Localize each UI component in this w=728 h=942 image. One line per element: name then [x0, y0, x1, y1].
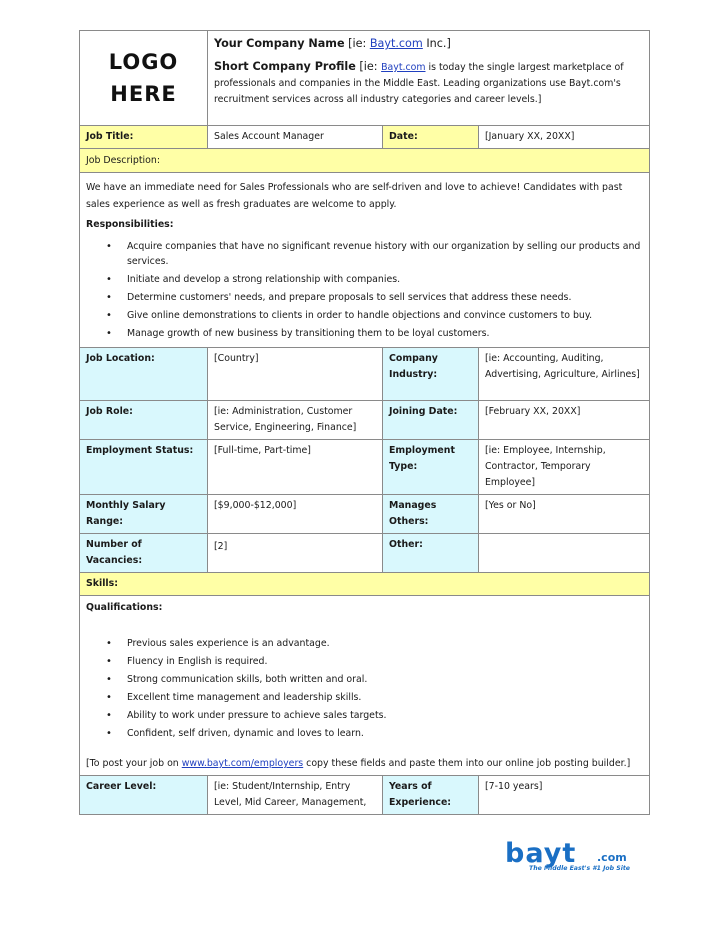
job-location-value[interactable]: [Country] — [208, 348, 383, 401]
list-item — [86, 726, 643, 741]
location-row — [80, 348, 650, 401]
job-role-label: Job Role: — [80, 401, 208, 440]
list-item — [86, 690, 643, 705]
bayt-logo-word: bayt — [505, 838, 577, 869]
qualification-text: Ability to work under pressure to achieve sales targets. — [127, 710, 387, 721]
joining-date-label: Joining Date: — [383, 401, 479, 440]
skills-row — [80, 573, 650, 596]
company-name-link[interactable]: Bayt.com — [369, 37, 423, 50]
job-title-label: Job Title: — [80, 126, 208, 149]
job-description-intro[interactable]: We have an immediate need for Sales Professionals who are self-driven and love to achieve! Candidates with past sales experience as well as fresh graduates are welcome to apply. — [86, 182, 623, 210]
monthly-salary-label: Monthly Salary Range: — [80, 495, 208, 534]
qualifications-label: Qualifications: — [86, 602, 163, 613]
posting-note — [86, 755, 643, 772]
bullet-icon: • — [106, 656, 112, 667]
responsibility-text: Determine customers' needs, and prepare proposals to sell services that address these needs. — [127, 292, 572, 303]
form-table — [79, 30, 650, 815]
career-row — [80, 776, 650, 815]
bayt-tagline: The Middle East's #1 Job Site — [529, 865, 630, 872]
bullet-icon: • — [106, 274, 112, 285]
list-item — [86, 272, 643, 287]
company-profile-text: is today the single largest marketplace of professionals and companies in the Middle East. Leading organizations use Bayt.com's recruitment services across all industry categories and career levels.] — [214, 62, 624, 105]
employment-row — [80, 440, 650, 495]
company-name-post: Inc.] — [422, 37, 451, 50]
list-item — [86, 326, 643, 341]
company-profile — [214, 58, 643, 108]
job-description-label: Job Description: — [80, 149, 650, 173]
skills-label: Skills: — [80, 573, 650, 596]
job-description-header-row — [80, 149, 650, 173]
logo-line-2: HERE — [110, 82, 177, 106]
list-item — [86, 290, 643, 305]
bullet-icon: • — [106, 328, 112, 339]
job-role-value[interactable]: [ie: Administration, Customer Service, Engineering, Finance] — [208, 401, 383, 440]
bayt-logo-com: .com — [597, 851, 627, 864]
date-value[interactable]: [January XX, 20XX] — [479, 126, 650, 149]
responsibility-text: Initiate and develop a strong relationship with companies. — [127, 274, 401, 285]
list-item — [86, 239, 643, 269]
years-experience-value[interactable]: [7-10 years] — [479, 776, 650, 815]
list-item — [86, 308, 643, 323]
employment-type-value[interactable]: [ie: Employee, Internship, Contractor, Temporary Employee] — [479, 440, 650, 495]
joining-date-value[interactable]: [February XX, 20XX] — [479, 401, 650, 440]
manages-others-label: Manages Others: — [383, 495, 479, 534]
qualification-text: Excellent time management and leadership skills. — [127, 692, 362, 703]
posting-note-post: copy these fields and paste them into our online job posting builder.] — [303, 758, 631, 769]
responsibility-text: Give online demonstrations to clients in order to handle objections and convince customers to buy. — [127, 310, 593, 321]
job-location-label: Job Location: — [80, 348, 208, 401]
responsibility-text: Acquire companies that have no significant revenue history with our organization by selling our products and services. — [127, 241, 641, 267]
manages-others-value[interactable]: [Yes or No] — [479, 495, 650, 534]
company-industry-label: Company Industry: — [383, 348, 479, 401]
responsibilities-label: Responsibilities: — [86, 219, 174, 230]
company-name-label: Your Company Name — [214, 37, 345, 50]
company-info — [208, 31, 650, 126]
employment-status-label: Employment Status: — [80, 440, 208, 495]
company-profile-label: Short Company Profile — [214, 60, 356, 73]
job-title-value[interactable]: Sales Account Manager — [208, 126, 383, 149]
salary-row — [80, 495, 650, 534]
job-description-body-row — [80, 173, 650, 348]
logo-line-1: LOGO — [108, 50, 179, 74]
career-level-label: Career Level: — [80, 776, 208, 815]
qualifications-list — [86, 636, 643, 741]
posting-note-pre: [To post your job on — [86, 758, 182, 769]
company-profile-pre: [ie: — [355, 60, 382, 73]
bullet-icon: • — [106, 710, 112, 721]
list-item — [86, 636, 643, 651]
other-value[interactable] — [479, 534, 650, 573]
logo-placeholder — [80, 31, 208, 126]
bullet-icon: • — [106, 241, 112, 252]
qualification-text: Confident, self driven, dynamic and loves to learn. — [127, 728, 364, 739]
role-row — [80, 401, 650, 440]
qualification-text: Strong communication skills, both written and oral. — [127, 674, 368, 685]
monthly-salary-value[interactable]: [$9,000-$12,000] — [208, 495, 383, 534]
employment-status-value[interactable]: [Full-time, Part-time] — [208, 440, 383, 495]
company-name — [214, 35, 643, 52]
other-label: Other: — [383, 534, 479, 573]
job-description-form — [79, 30, 649, 815]
list-item — [86, 672, 643, 687]
employment-type-label: Employment Type: — [383, 440, 479, 495]
responsibilities-list — [86, 239, 643, 341]
employers-link[interactable]: www.bayt.com/employers — [181, 758, 304, 769]
career-level-value[interactable]: [ie: Student/Internship, Entry Level, Mid Career, Management, — [208, 776, 383, 815]
bullet-icon: • — [106, 674, 112, 685]
job-title-row — [80, 126, 650, 149]
company-industry-value[interactable]: [ie: Accounting, Auditing, Advertising, Agriculture, Airlines] — [479, 348, 650, 401]
list-item — [86, 654, 643, 669]
bullet-icon: • — [106, 728, 112, 739]
qualifications-body — [80, 596, 650, 776]
bullet-icon: • — [106, 692, 112, 703]
qualification-text: Previous sales experience is an advantage. — [127, 638, 330, 649]
bullet-icon: • — [106, 638, 112, 649]
header-row — [80, 31, 650, 126]
bullet-icon: • — [106, 292, 112, 303]
qualification-text: Fluency in English is required. — [127, 656, 268, 667]
company-profile-link[interactable]: Bayt.com — [381, 62, 426, 73]
company-name-pre: [ie: — [344, 37, 370, 50]
qualifications-row — [80, 596, 650, 776]
vacancies-value[interactable]: [2] — [208, 534, 383, 573]
list-item — [86, 708, 643, 723]
bayt-logo — [505, 840, 645, 878]
vacancies-label: Number of Vacancies: — [80, 534, 208, 573]
date-label: Date: — [383, 126, 479, 149]
bullet-icon: • — [106, 310, 112, 321]
vacancies-row — [80, 534, 650, 573]
job-description-body — [80, 173, 650, 348]
years-experience-label: Years of Experience: — [383, 776, 479, 815]
responsibility-text: Manage growth of new business by transitioning them to be loyal customers. — [127, 328, 490, 339]
